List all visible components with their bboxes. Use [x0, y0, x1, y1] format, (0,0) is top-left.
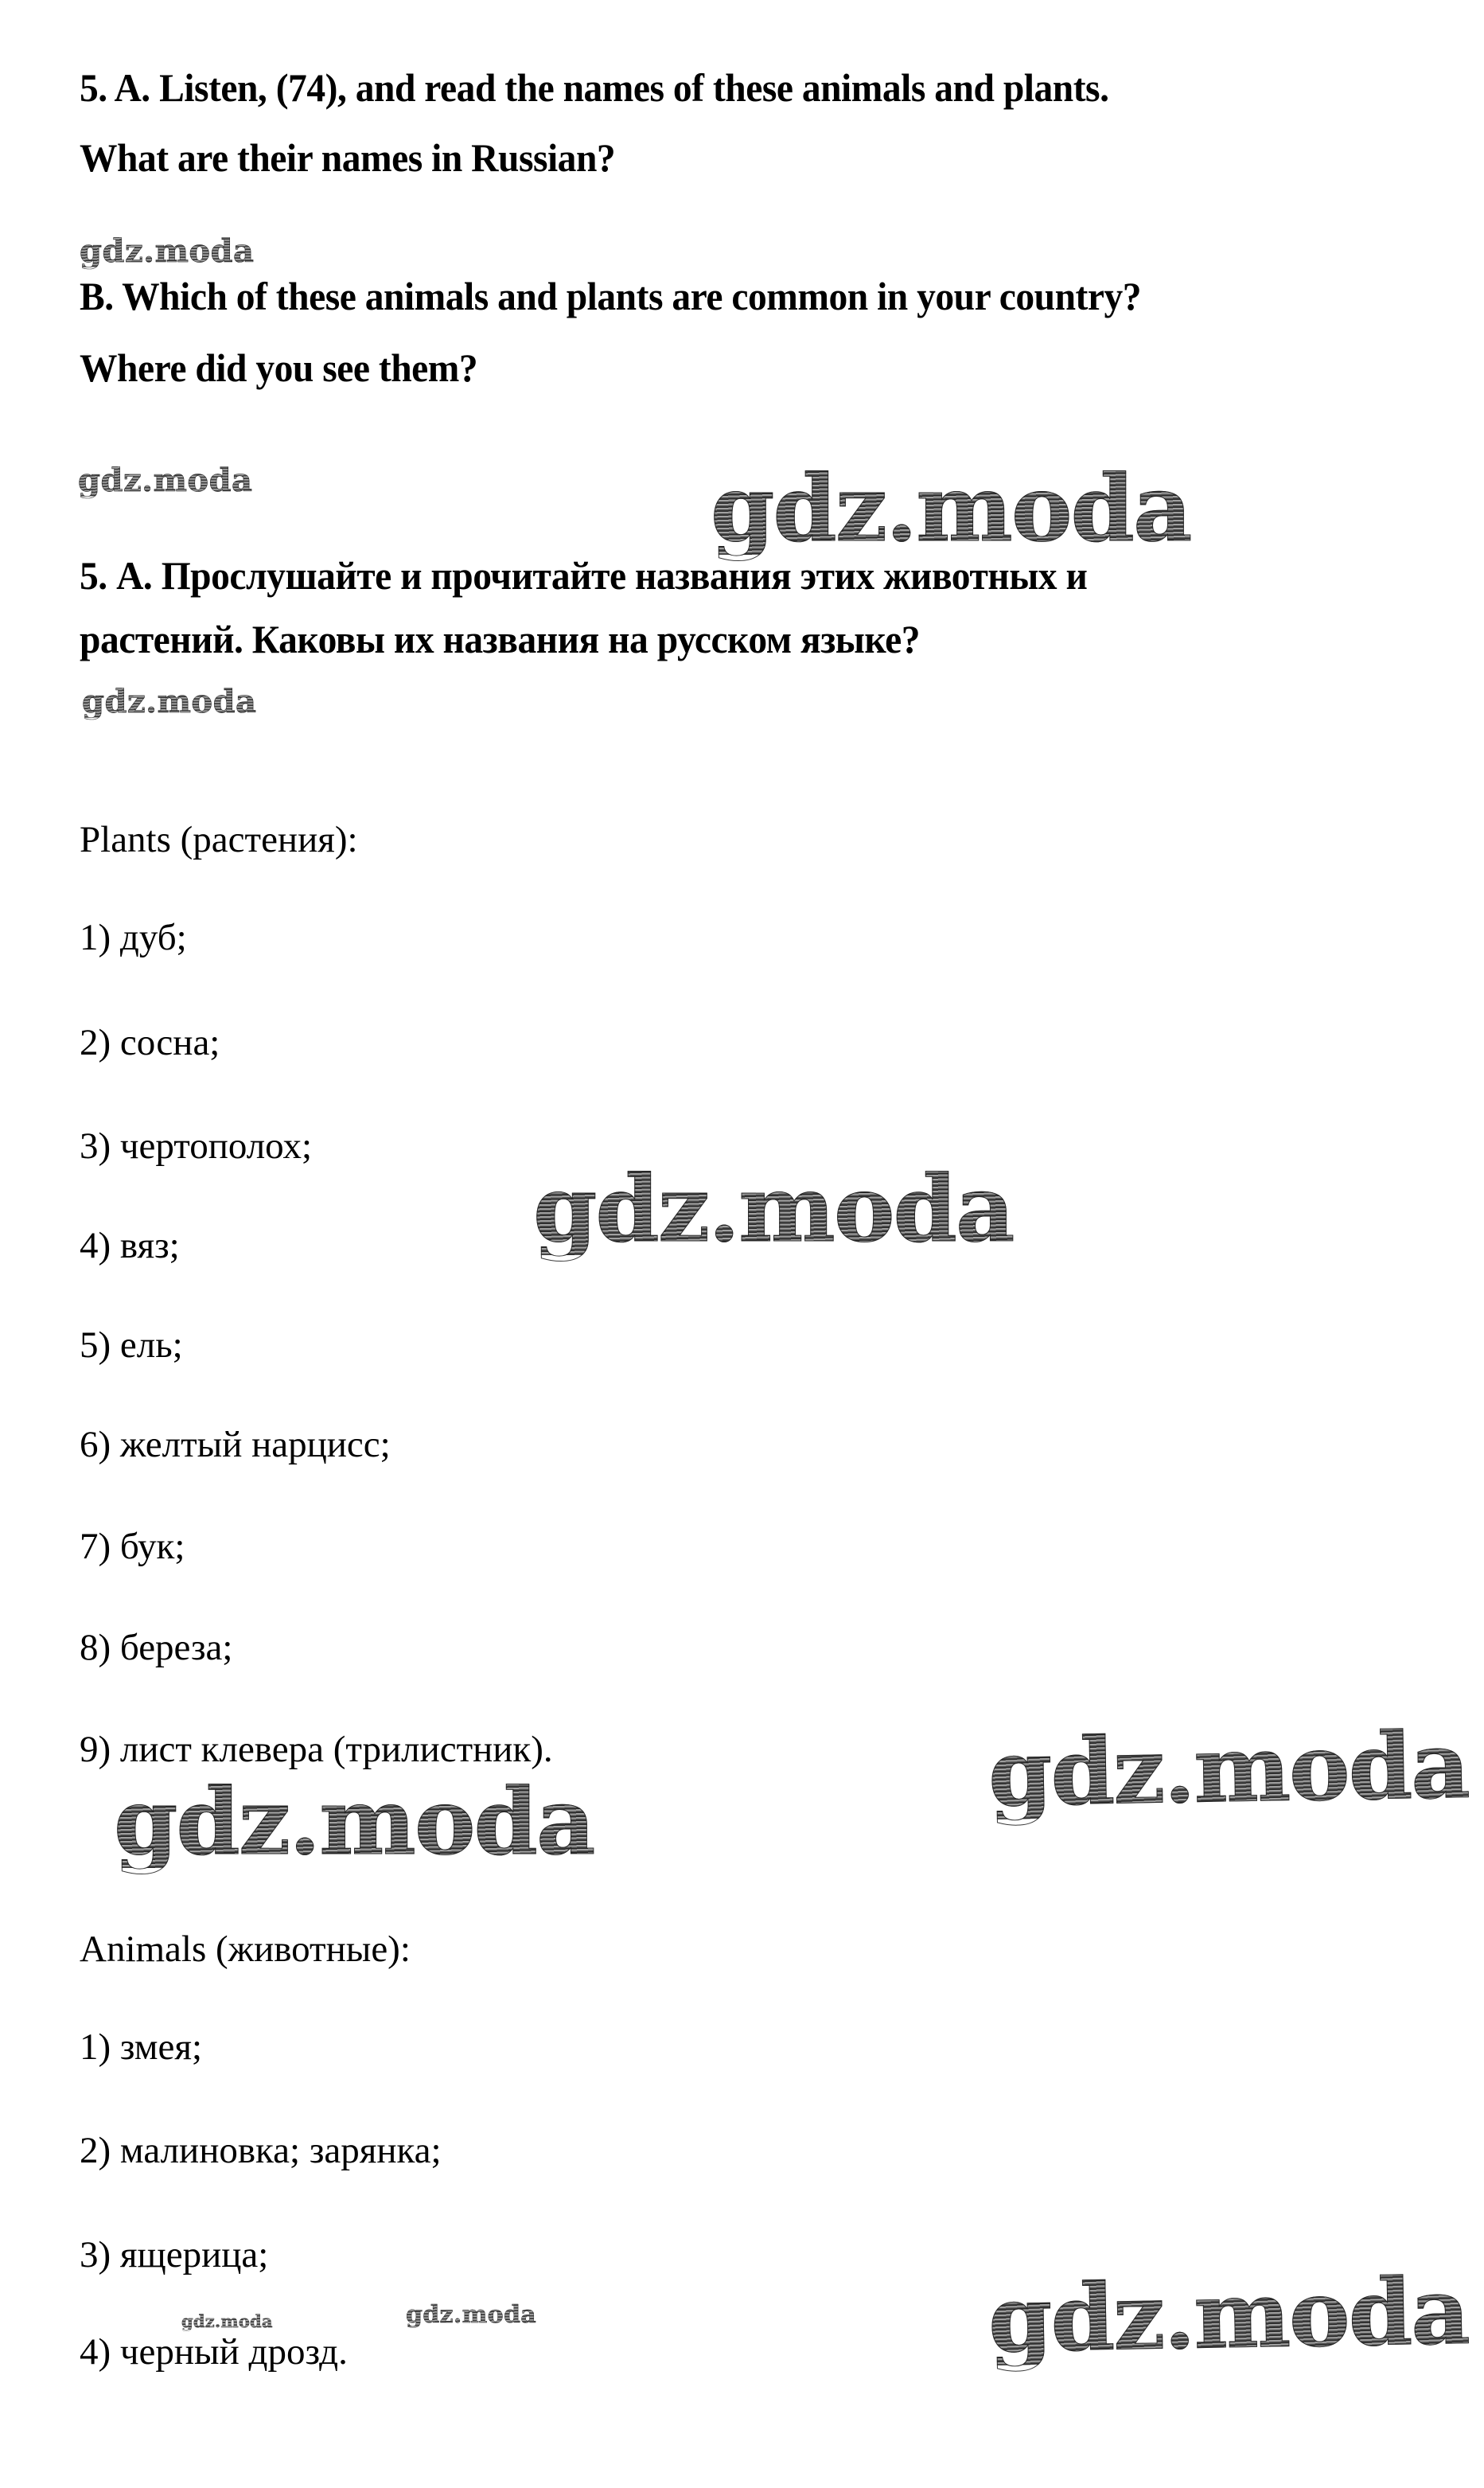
animals-item-4: 4) черный дрозд.: [80, 2331, 348, 2373]
plants-item-7: 7) бук;: [80, 1526, 185, 1567]
watermark-small-2: gdz.moda: [78, 462, 253, 499]
watermark-tiny-1: gdz.moda: [181, 2311, 273, 2331]
plants-item-5: 5) ель;: [80, 1324, 183, 1366]
task-ru-line2: растений. Каковы их названия на русском языке?: [80, 617, 921, 661]
task-en-b-line1: B. Which of these animals and plants are common in your country?: [80, 274, 1142, 318]
watermark-large-middle: gdz.moda: [533, 1156, 1014, 1263]
watermark-large-top-center: gdz.moda: [711, 455, 1191, 563]
watermark-large-right-1: gdz.moda: [987, 1711, 1470, 1828]
animals-item-2: 2) малиновка; зарянка;: [80, 2130, 442, 2171]
animals-heading: Animals (животные):: [80, 1928, 411, 1970]
task-en-b-line2: Where did you see them?: [80, 345, 478, 390]
plants-item-6: 6) желтый нарцисс;: [80, 1424, 391, 1465]
watermark-small-3: gdz.moda: [82, 683, 257, 720]
plants-item-2: 2) сосна;: [80, 1022, 220, 1063]
task-ru-line1: 5. А. Прослушайте и прочитайте названия этих животных и: [80, 553, 1088, 598]
watermark-large-right-2: gdz.moda: [987, 2257, 1470, 2374]
task-en-a-line2: What are their names in Russian?: [80, 135, 616, 180]
plants-item-4: 4) вяз;: [80, 1225, 180, 1266]
plants-item-8: 8) береза;: [80, 1627, 233, 1668]
watermark-large-left: gdz.moda: [114, 1769, 594, 1876]
plants-item-1: 1) дуб;: [80, 917, 187, 958]
plants-item-9: 9) лист клевера (трилистник).: [80, 1729, 553, 1770]
plants-heading: Plants (растения):: [80, 819, 358, 860]
animals-item-3: 3) ящерица;: [80, 2234, 269, 2275]
plants-item-3: 3) чертополох;: [80, 1125, 313, 1167]
watermark-tiny-2: gdz.moda: [406, 2301, 537, 2329]
watermark-small-1: gdz.moda: [80, 232, 255, 270]
animals-item-1: 1) змея;: [80, 2026, 203, 2068]
task-en-a-line1: 5. A. Listen, (74), and read the names of these animals and plants.: [80, 65, 1109, 110]
